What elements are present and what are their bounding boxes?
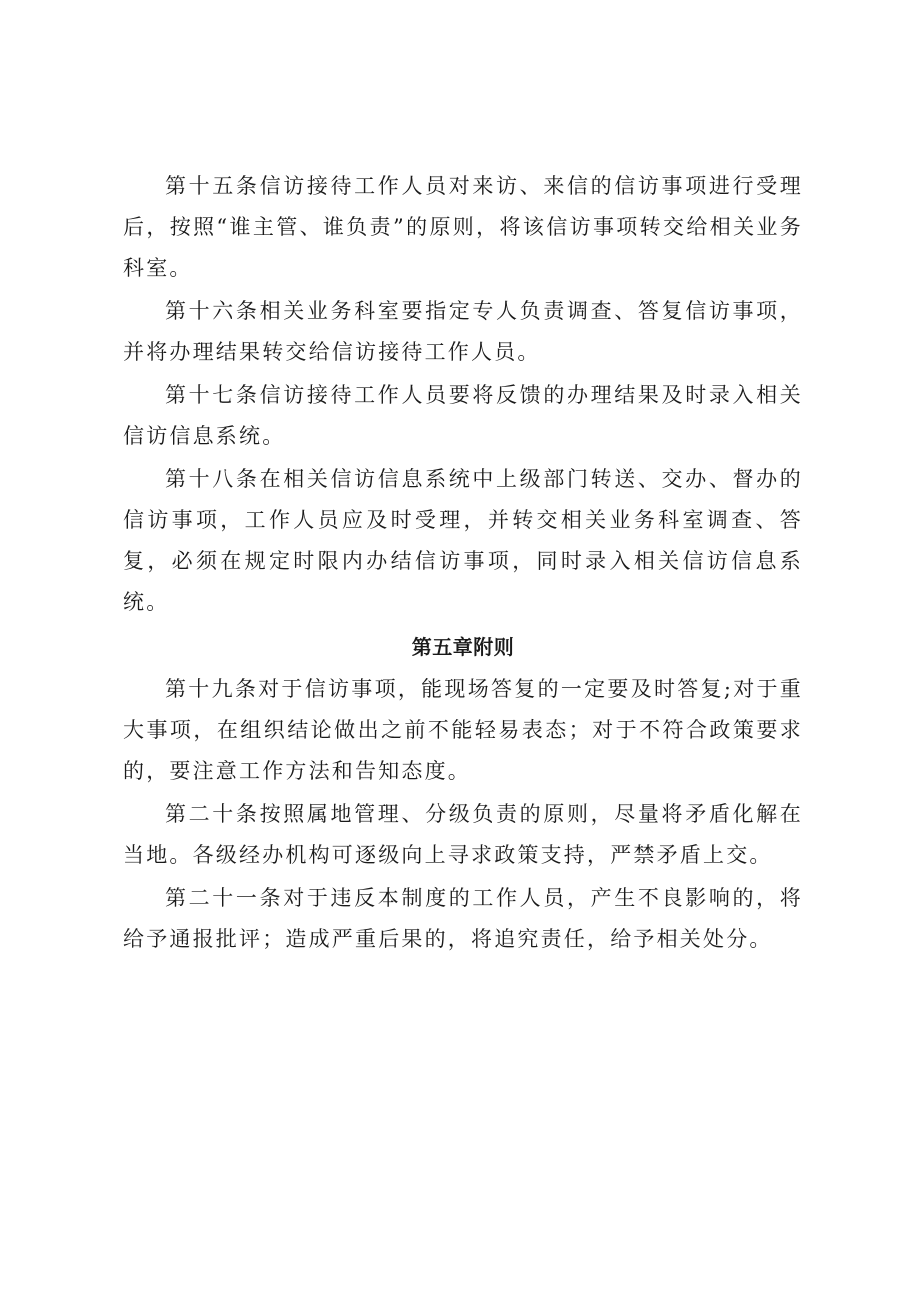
article-19: 第十九条对于信访事项，能现场答复的一定要及时答复;对于重大事项，在组织结论做出之前不能轻易表态；对于不符合政策要求的，要注意工作方法和告知态度。 (123, 677, 803, 783)
chapter-heading: 第五章附则 (411, 635, 515, 659)
article-18: 第十八条在相关信访信息系统中上级部门转送、交办、督办的信访事项，工作人员应及时受理，并转交相关业务科室调查、答复，必须在规定时限内办结信访事项，同时录入相关信访信息系统。 (123, 467, 803, 614)
article-20: 第二十条按照属地管理、分级负责的原则，尽量将矛盾化解在当地。各级经办机构可逐级向上寻求政策支持，严禁矛盾上交。 (123, 802, 803, 867)
document-body (123, 166, 803, 962)
article-16: 第十六条相关业务科室要指定专人负责调查、答复信访事项，并将办理结果转交给信访接待工作人员。 (123, 299, 803, 364)
article-21: 第二十一条对于违反本制度的工作人员，产生不良影响的，将给予通报批评；造成严重后果的，将追究责任，给予相关处分。 (123, 886, 803, 951)
article-17: 第十七条信访接待工作人员要将反馈的办理结果及时录入相关信访信息系统。 (123, 383, 803, 448)
article-15: 第十五条信访接待工作人员对来访、来信的信访事项进行受理后，按照“谁主管、谁负责”的原则，将该信访事项转交给相关业务科室。 (123, 174, 803, 280)
